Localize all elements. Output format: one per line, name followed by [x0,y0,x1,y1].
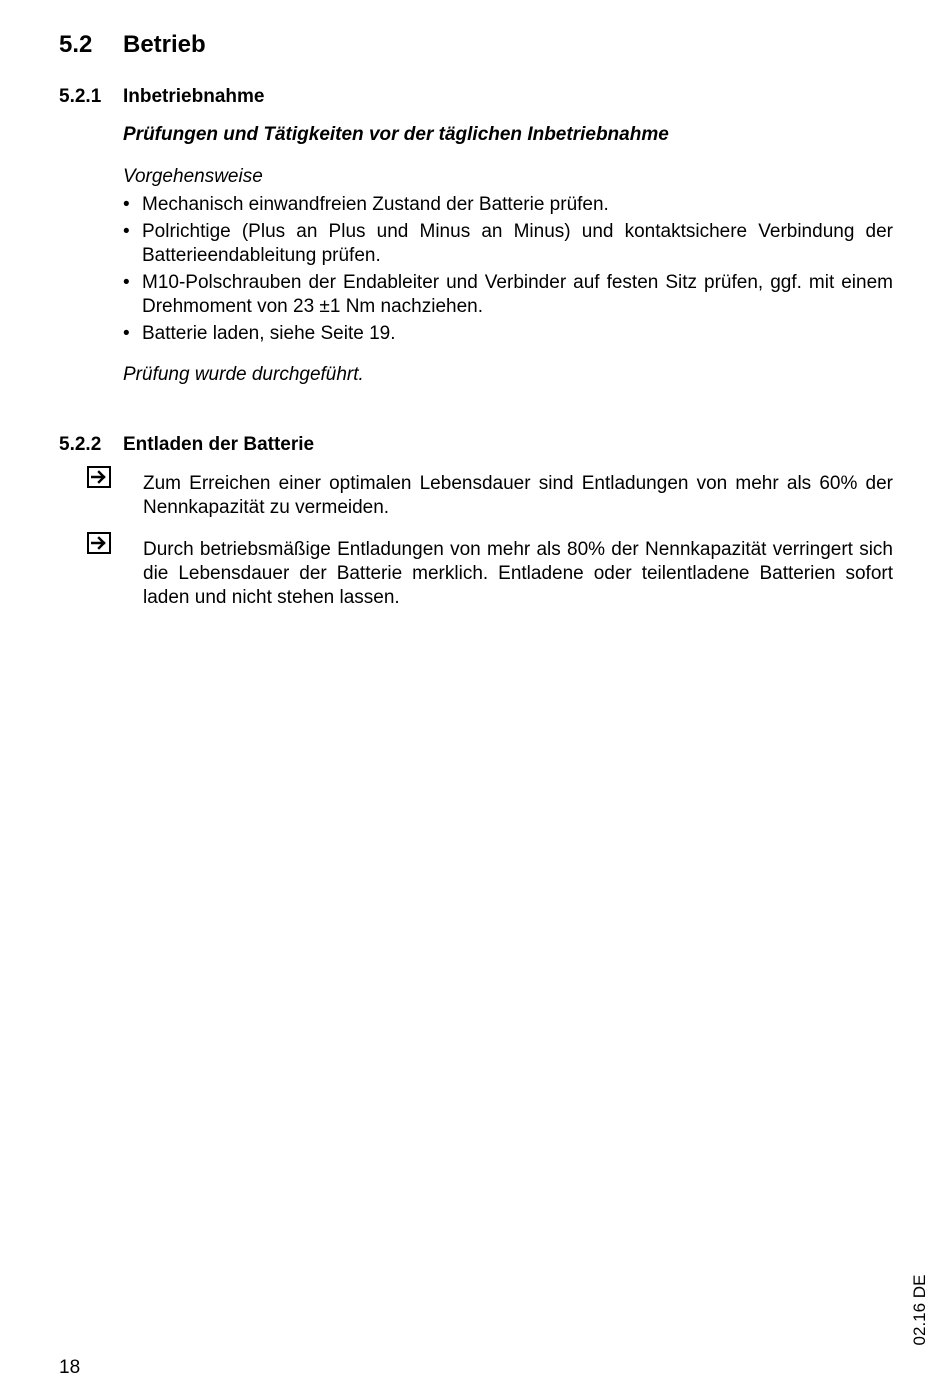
note-text: Zum Erreichen einer optimalen Lebensdauer sind Entladungen von mehr als 60% der Nennkapazität zu vermeiden. [143,473,893,518]
procedure-label: Vorgehensweise [123,166,263,187]
list-item: • Mechanisch einwandfreien Zustand der Batterie prüfen. [123,193,893,217]
note-text: Durch betriebsmäßige Entladungen von mehr als 80% der Nennkapazität verringert sich die Lebensdauer der Batterie merklich. Entladene oder teilentladene Batterien sofort laden und nicht stehen lassen. [143,539,893,608]
subsection-title: Entladen der Batterie [123,434,315,455]
procedure-steps-list [123,193,893,349]
page-number: 18 [59,1357,81,1378]
note-arrow-icon [87,532,111,554]
revision-label: 02.16 DE [910,1274,929,1346]
procedure-result: Prüfung wurde durchgeführt. [123,364,364,385]
checks-subheading: Prüfungen und Tätigkeiten vor der täglichen Inbetriebnahme [123,124,669,145]
subsection-number: 5.2.2 [59,434,102,455]
subsection-number: 5.2.1 [59,86,102,107]
section-title: Betrieb [123,31,206,58]
list-item: • Batterie laden, siehe Seite 19. [123,322,893,346]
subsection-title: Inbetriebnahme [123,86,265,107]
subsection-heading-inbetriebnahme [0,86,950,110]
list-item: • M10-Polschrauben der Endableiter und Verbinder auf festen Sitz prüfen, ggf. mit einem Drehmoment von 23 ±1 Nm nachziehen. [123,271,893,319]
subsection-heading-entladen [0,434,950,458]
list-item: • Polrichtige (Plus an Plus und Minus an Minus) und kontaktsichere Verbindung der Batterieendableitung prüfen. [123,220,893,268]
note-arrow-icon [87,466,111,488]
section-number: 5.2 [59,31,93,58]
section-heading [0,31,950,61]
